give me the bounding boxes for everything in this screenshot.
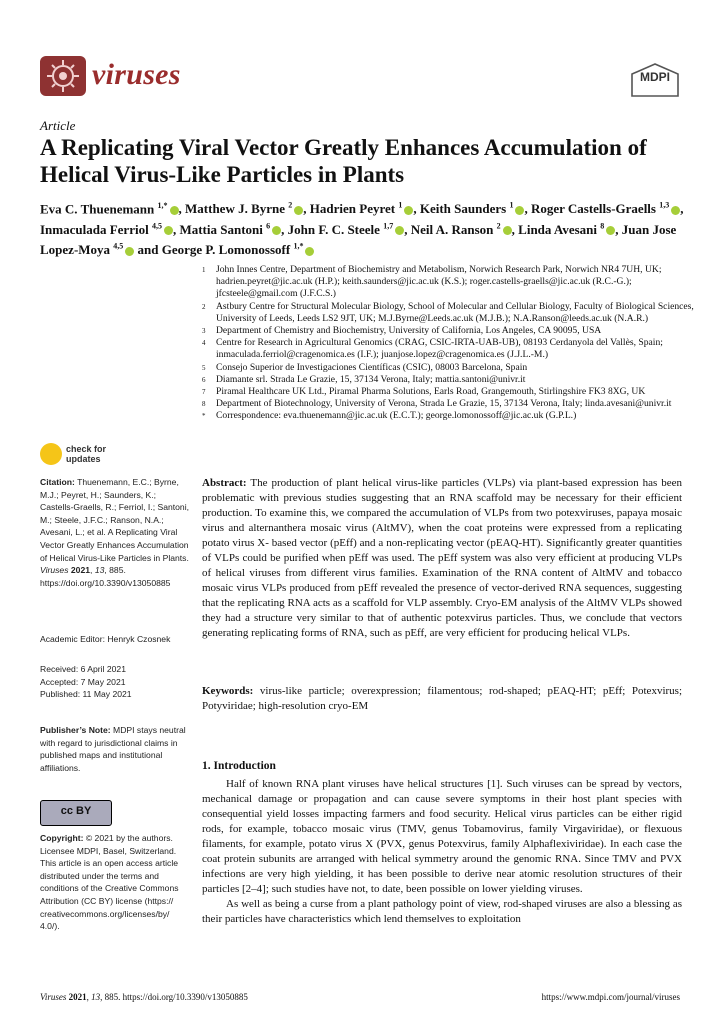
- affiliation-text: John Innes Centre, Department of Biochemistry and Metabolism, Norwich Research Park, Norwich NR4 7UH, UK; hadrien.peyret@jic.ac.uk (H.P.); keith.saunders@jic.ac.uk (K.S.); roger.castells-graells@jic.ac.uk (R.C.-G.); jfcsteele@gmail.com (J.F.C.S.): [216, 264, 662, 300]
- introduction-body: [202, 777, 682, 927]
- check-updates-line2: updates: [66, 454, 101, 464]
- orcid-icon[interactable]: [272, 226, 281, 235]
- publisher-note: [40, 724, 190, 774]
- author-affil-sup: 1: [509, 201, 514, 210]
- citation-volume: 13: [94, 565, 105, 576]
- copyright-label: Copyright:: [40, 833, 84, 843]
- orcid-icon[interactable]: [305, 247, 314, 256]
- author-name[interactable]: , Linda Avesani: [511, 221, 601, 237]
- affiliation-item: [202, 337, 694, 361]
- intro-paragraph-1: Half of known RNA plant viruses have helical structures [1]. Such viruses can be spread by vectors, mechanical damage or propagation and can cause severe symptoms in their host plant species with consequential yield losses impacting farmers and food security. Helical virus particles can be either rigid rods, for example, tobacco mosaic virus (TMV, genus Tobamovirus, family Virgaviridae), or flexuous filaments, for example, potato virus X (PVX, genus Potexvirus, family Alphaflexiviridae). In each case the coat protein subunits are arranged with helical symmetry around the genomic RNA. Since TMV and PVX infections are very high yielding, it has been possible to derive near atomic resolution structures of their particles [2–4]; such studies have not, to date, been possible on lower yielding viruses.: [202, 778, 682, 895]
- footer-citation: Viruses 2021, 13, 885. https://doi.org/10.3390/v13050885: [40, 992, 248, 1002]
- affiliation-text: Astbury Centre for Structural Molecular Biology, School of Molecular and Cellular Biology, Faculty of Biological Sciences, University of Leeds, Leeds LS2 9JT, UK; M.J.Byrne@Leeds.ac.uk (M.J.B.); N.A.Ranson@leeds.ac.uk (N.A.R.): [216, 300, 694, 324]
- author-name[interactable]: , Roger Castells-Graells: [524, 201, 660, 217]
- copyright-block: [40, 832, 190, 933]
- orcid-icon[interactable]: [671, 206, 680, 215]
- footer-journal-url[interactable]: https://www.mdpi.com/journal/viruses: [541, 992, 680, 1002]
- orcid-icon[interactable]: [125, 247, 134, 256]
- abstract-text: The production of plant helical virus-like particles (VLPs) via plant-based expression has been problematic with previous studies suggesting that an RNA scaffold may be necessary for their efficient production. To examine this, we compared the accumulation of VLPs from two potexviruses, papaya mosaic virus and alternanthera mosaic virus (AltMV), when the coat proteins were expressed from a replicating potato virus X- based vector (pEff) and a non-replicating vector (pEAQ-HT). Significantly greater quantities of VLPs could be purified when pEff was used. The pEff system was also very efficient at producing VLPs of helical viruses from different virus families. Examination of the RNA content of AltMV and tobacco mosaic virus VLPs produced from pEff revealed the presence of vector-derived RNA sequences, suggesting that the replicating RNA acts as a scaffold for VLP assembly. Cryo-EM analysis of the AltMV VLPs showed they had a structure very similar to that of authentic potexvirus particles. Thus, we conclude that vectors generating replicating forms of RNA, such as pEff, are very efficient for producing helical VLPs.: [202, 477, 682, 639]
- citation-doi[interactable]: , 885. https://doi.org/10.3390/v13050885: [40, 565, 171, 588]
- author-affil-sup: 6: [266, 221, 271, 231]
- affiliation-number: *: [202, 412, 206, 421]
- author-name[interactable]: , Matthew J. Byrne: [178, 201, 289, 217]
- journal-logo-icon: [40, 56, 86, 96]
- affiliation-number: 6: [202, 375, 206, 384]
- publisher-note-label: Publisher’s Note:: [40, 725, 111, 735]
- affiliation-text: Correspondence: eva.thuenemann@jic.ac.uk (E.C.T.); george.lomonossoff@jic.ac.uk (G.P.L.): [216, 410, 577, 422]
- keywords-label: Keywords:: [202, 685, 254, 697]
- author-affil-sup: 4,5: [113, 241, 124, 251]
- author-name[interactable]: , Hadrien Peyret: [303, 201, 399, 217]
- orcid-icon[interactable]: [606, 226, 615, 235]
- author-name[interactable]: , Mattia Santoni: [172, 221, 267, 237]
- affiliation-item: [202, 398, 694, 410]
- publisher-note-text: MDPI stays neutral with regard to jurisdictional claims in published maps and institutional affiliations.: [40, 725, 186, 773]
- intro-paragraph-2: As well as being a curse from a plant pathology point of view, rod-shaped viruses are also a blessing as their particles have characteristics which lend themselves to exploitation: [202, 898, 682, 925]
- affiliation-text: Consejo Superior de Investigaciones Científicas (CSIC), 08003 Barcelona, Spain: [216, 361, 528, 373]
- abstract: [202, 476, 682, 641]
- affiliation-text: Department of Biotechnology, University of Verona, Strada Le Grazie, 15, 37134 Verona, Italy; linda.avesani@univr.it: [216, 398, 672, 410]
- author-name[interactable]: , Keith Saunders: [413, 201, 510, 217]
- orcid-icon[interactable]: [503, 226, 512, 235]
- accepted-date: Accepted: 7 May 2021: [40, 676, 126, 687]
- affiliation-number: 2: [202, 302, 206, 311]
- orcid-icon[interactable]: [164, 226, 173, 235]
- citation-text: Thuenemann, E.C.; Byrne, M.J.; Peyret, H.; Saunders, K.; Castells-Graells, R.; Ferriol, I.; Santoni, M.; Steele, J.F.C.; Ranson, N.A.; Avesani, L.; et al. A Replicating Viral Vector Greatly Enhances Accumulation of Helical Virus-Like Particles in Plants.: [40, 477, 190, 563]
- affiliation-item: [202, 410, 694, 422]
- author-list: [40, 197, 690, 258]
- affiliation-item: [202, 264, 694, 301]
- affiliation-number: 1: [202, 266, 206, 274]
- author-affil-sup: 1,*: [157, 201, 168, 210]
- author-name[interactable]: and George P. Lomonossoff: [134, 241, 294, 257]
- article-type: Article: [40, 118, 76, 133]
- citation-label: Citation:: [40, 477, 75, 487]
- academic-editor: Academic Editor: Henryk Czosnek: [40, 634, 171, 644]
- author-affil-sup: 1,3: [659, 201, 670, 210]
- keywords-text: virus-like particle; overexpression; filamentous; rod-shaped; pEAQ-HT; pEff; Potexvirus; Potyviridae; high-resolution cryo-EM: [202, 685, 682, 712]
- orcid-icon[interactable]: [404, 206, 413, 215]
- author-affil-sup: 1,7: [383, 221, 394, 231]
- affiliation-item: [202, 301, 694, 325]
- author-affil-sup: 2: [288, 201, 293, 210]
- affiliation-text: Department of Chemistry and Biochemistry, University of California, Los Angeles, CA 90095, USA: [216, 325, 602, 337]
- citation-year: 2021: [70, 565, 91, 576]
- orcid-icon[interactable]: [395, 226, 404, 235]
- affiliation-text: Piramal Healthcare UK Ltd., Piramal Pharma Solutions, Earls Road, Grangemouth, Stirlingshire FK3 8XG, UK: [216, 386, 646, 398]
- affiliation-item: [202, 374, 694, 386]
- orcid-icon[interactable]: [170, 206, 179, 215]
- received-date: Received: 6 April 2021: [40, 664, 126, 674]
- author-name[interactable]: Eva C. Thuenemann: [40, 201, 158, 217]
- affiliation-number: 5: [202, 363, 206, 372]
- orcid-icon[interactable]: [294, 206, 303, 215]
- article-title: A Replicating Viral Vector Greatly Enhances Accumulation of Helical Virus-Like Particles in Plants: [40, 135, 647, 187]
- journal-name: viruses: [92, 58, 181, 91]
- publisher-name: MDPI: [640, 70, 670, 84]
- citation-block: Citation: Thuenemann, E.C.; Byrne, M.J.; Peyret, H.; Saunders, K.; Castells-Graells, R.; Ferriol, I.; Santoni, M.; Steele, J.F.C.; Ranson, N.A.; Avesani, L.; et al. A Replicating Viral Vector Greatly Enhances Accumulation of Helical Virus-Like Particles in Plants. Viruses 2021, 13, 885. https://doi.org/10.3390/v13050885: [40, 477, 190, 588]
- author-affil-sup: 4,5: [151, 221, 162, 231]
- footer-doi[interactable]: , 885. https://doi.org/10.3390/v13050885: [100, 992, 248, 1002]
- author-name[interactable]: , John F. C. Steele: [281, 221, 384, 237]
- author-name[interactable]: , Juan Jose Lopez-Moya: [40, 221, 677, 257]
- check-updates-badge[interactable]: [66, 444, 106, 464]
- citation-journal: Viruses: [40, 565, 69, 576]
- affiliation-number: 8: [202, 400, 206, 409]
- author-name[interactable]: , Neil A. Ranson: [404, 221, 497, 237]
- published-date: Published: 11 May 2021: [40, 689, 132, 700]
- check-updates-icon[interactable]: [40, 443, 62, 465]
- check-updates-line1: check for: [66, 444, 107, 454]
- footer-journal: Viruses: [40, 992, 67, 1002]
- abstract-label: Abstract:: [202, 477, 247, 489]
- affiliation-number: 4: [202, 339, 206, 348]
- affiliation-number: 3: [202, 327, 206, 336]
- affiliation-text: Diamante srl. Strada Le Grazie, 15, 37134 Verona, Italy; mattia.santoni@univr.it: [216, 373, 526, 385]
- affiliation-text: Centre for Research in Agricultural Genomics (CRAG, CSIC-IRTA-UAB-UB), 08193 Cerdanyola del Vallès, Spain; inmaculada.ferriol@cragenomica.es (I.F.); juanjose.lopez@cragenomica.es (J.J.L.-M.): [216, 337, 663, 361]
- footer-volume: 13: [91, 992, 101, 1002]
- dates-block: [40, 663, 190, 701]
- copyright-text: © 2021 by the authors. Licensee MDPI, Basel, Switzerland. This article is an open access article distributed under the terms and conditions of the Creative Commons Attribution (CC BY) license (https:// creativecommons.org/licenses/by/ 4.0/).: [40, 833, 179, 932]
- affiliation-number: 7: [202, 388, 206, 397]
- keywords: [202, 684, 682, 714]
- affiliation-item: [202, 325, 694, 337]
- author-affil-sup: 8: [600, 221, 605, 231]
- affiliation-item: [202, 362, 694, 374]
- affiliations: [202, 264, 694, 423]
- author-name[interactable]: , Inmaculada Ferriol: [40, 201, 684, 237]
- author-affil-sup: 1: [398, 201, 403, 210]
- footer-year: 2021: [68, 992, 87, 1002]
- cc-license-label: cc BY: [60, 805, 92, 817]
- section-heading: 1. Introduction: [202, 760, 276, 772]
- author-affil-sup: 1,*: [293, 241, 304, 251]
- author-affil-sup: 2: [496, 221, 501, 231]
- affiliation-item: [202, 386, 694, 398]
